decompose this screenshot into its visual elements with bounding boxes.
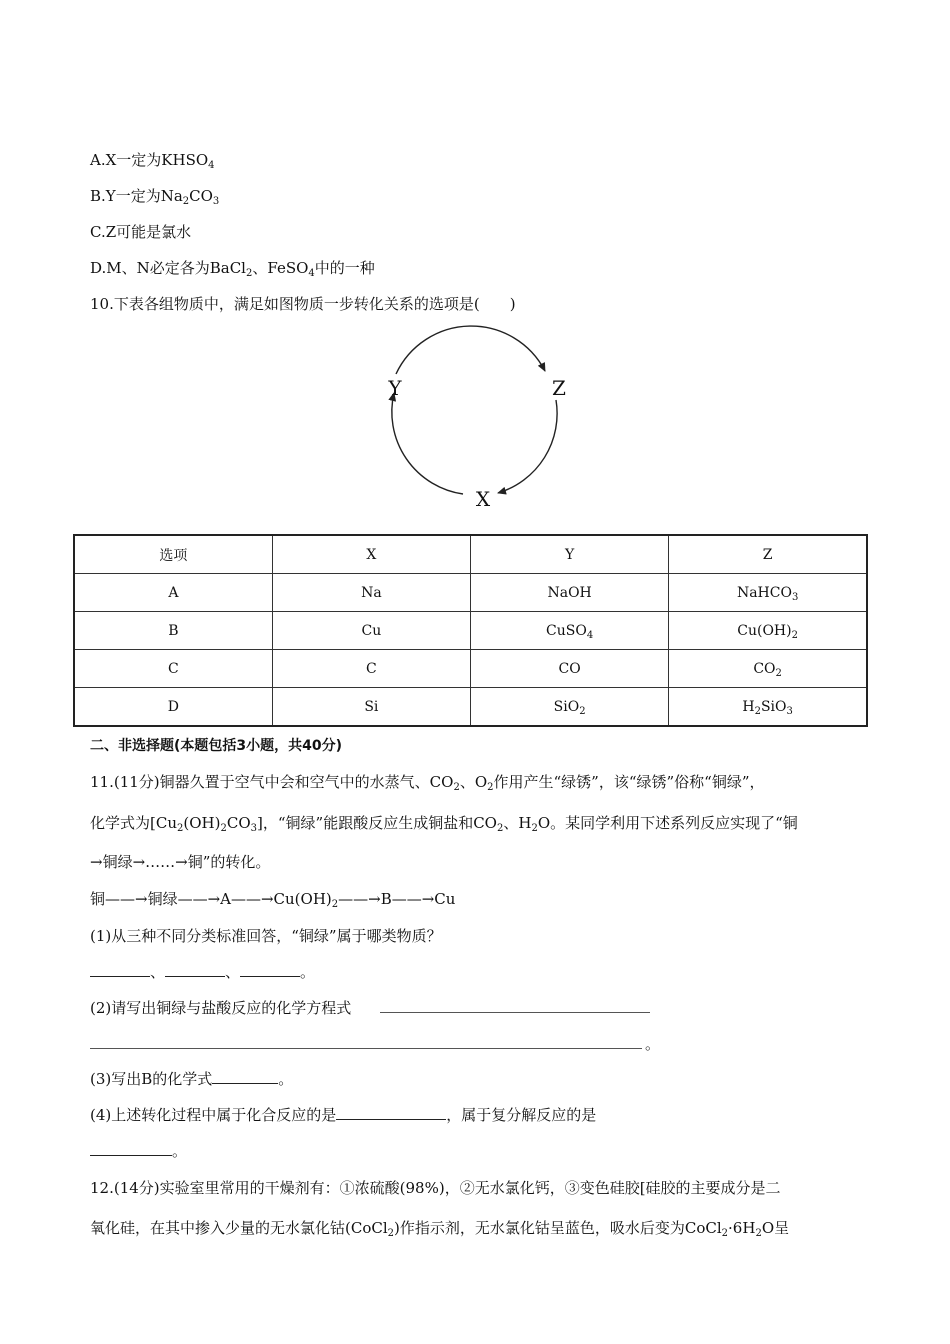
answer-blank[interactable] xyxy=(165,962,225,977)
table-cell: D xyxy=(74,688,272,727)
cycle-diagram xyxy=(375,325,575,512)
table-header: Y xyxy=(471,535,669,574)
table-cell: C xyxy=(74,650,272,688)
answer-blank[interactable] xyxy=(336,1105,446,1120)
answer-blank[interactable] xyxy=(212,1069,278,1084)
table-row xyxy=(74,574,867,612)
answer-line[interactable] xyxy=(90,1048,642,1049)
table-header: Z xyxy=(669,535,867,574)
table-row xyxy=(74,612,867,650)
q9-option-c: C.Z可能是氯水 xyxy=(90,223,192,241)
table-cell: Na xyxy=(272,574,470,612)
arrow-z-to-x xyxy=(498,400,557,493)
table-cell: $Cu(OH)_2$ xyxy=(669,612,867,650)
q11-part-1: (1)从三种不同分类标准回答，“铜绿”属于哪类物质？ xyxy=(90,927,442,945)
table-cell: Si xyxy=(272,688,470,727)
q11-part-4: (4)上述转化过程中属于化合反应的是 ，属于复分解反应的是 xyxy=(90,1106,597,1124)
arrow-x-to-y xyxy=(392,393,463,494)
q12-line-1: 12.(14分)实验室里常用的干燥剂有：①浓硫酸(98%)，②无水氯化钙，③变色硅胶[硅胶的主要成分是二 xyxy=(90,1179,781,1197)
section-heading: 二、非选择题(本题包括3小题，共40分) xyxy=(90,738,343,754)
table-cell: CuSO$_4$ xyxy=(471,612,669,650)
q10-stem: 10.下表各组物质中，满足如图物质一步转化关系的选项是( ) xyxy=(90,295,516,313)
answer-blank[interactable] xyxy=(90,962,150,977)
table-cell: NaOH xyxy=(471,574,669,612)
table-cell: SiO$_2$ xyxy=(471,688,669,727)
q11-part-4-cont: 。 xyxy=(90,1141,187,1161)
table-header: 选项 xyxy=(74,535,272,574)
q11-part-1-answers: 、 、 。 xyxy=(90,962,315,982)
table-cell: NaHCO$_3$ xyxy=(669,574,867,612)
q11-line-1: 11.(11分)铜器久置于空气中会和空气中的水蒸气、$CO_2$、$O_2$作用产生“绿锈”，该“绿锈”俗称“铜绿”， xyxy=(90,773,765,793)
q11-part-2-end: 。 xyxy=(645,1035,661,1053)
table-cell: B xyxy=(74,612,272,650)
answer-line[interactable] xyxy=(380,1012,650,1013)
table-cell: $H_2SiO_3$ xyxy=(669,688,867,727)
table-cell: $CO_2$ xyxy=(669,650,867,688)
label-x: X xyxy=(475,487,491,511)
table-cell: A xyxy=(74,574,272,612)
q11-conversion-chain: 铜——→铜绿$——\to A——\to Cu(OH)_2——\to B——\to Cu$ xyxy=(90,890,456,910)
table-row xyxy=(74,688,867,727)
q11-line-2: 化学式为$[Cu_2(OH)_2CO_3]$，“铜绿”能跟酸反应生成铜盐和$CO_2$、$H_2O$。某同学利用下述系列反应实现了“铜 xyxy=(90,814,798,834)
options-table xyxy=(73,534,868,727)
q11-line-3: →铜绿→……→铜”的转化。 xyxy=(90,853,271,871)
q9-option-a: A.X一定为$KHSO_4$ xyxy=(90,151,215,171)
table-cell: C xyxy=(272,650,470,688)
label-y: Y xyxy=(388,376,402,400)
table-header: X xyxy=(272,535,470,574)
q12-line-2: 氧化硅，在其中掺入少量的无水氯化钴(CoCl$_2$)作指示剂，无水氯化钴呈蓝色，吸水后变为$CoCl_2\cdot 6H_2O$呈 xyxy=(90,1219,790,1239)
label-z: Z xyxy=(552,376,566,400)
answer-blank[interactable] xyxy=(240,962,300,977)
table-row xyxy=(74,650,867,688)
q11-part-2: (2)请写出铜绿与盐酸反应的化学方程式 xyxy=(90,999,352,1017)
table-cell: Cu xyxy=(272,612,470,650)
answer-blank[interactable] xyxy=(90,1141,172,1156)
arrow-y-to-z xyxy=(396,326,545,374)
q9-option-b: B.Y一定为$Na_2CO_3$ xyxy=(90,187,220,207)
q9-option-d: D.M、N必定各为BaCl$_2$、FeSO$_4$中的一种 xyxy=(90,259,375,279)
table-cell: CO xyxy=(471,650,669,688)
q11-part-3: (3)写出B的化学式 。 xyxy=(90,1070,294,1088)
table-header-row xyxy=(74,535,867,574)
